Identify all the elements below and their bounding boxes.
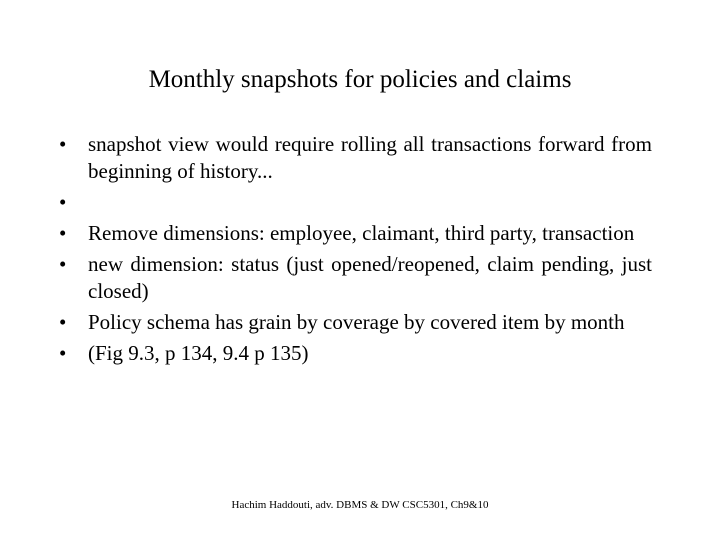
bullet-item	[58, 340, 652, 367]
slide-title: Monthly snapshots for policies and claims	[148, 66, 572, 93]
bullet-marker: •	[59, 221, 67, 245]
bullet-item	[58, 220, 652, 247]
bullet-item	[58, 251, 652, 305]
bullet-item	[58, 131, 652, 185]
bullet-text	[88, 189, 652, 216]
bullet-text: (Fig 9.3, p 134, 9.4 p 135)	[88, 341, 309, 365]
bullet-text: Policy schema has grain by coverage by covered item by month	[88, 310, 625, 334]
bullet-text: new dimension: status (just opened/reopened, claim pending, just closed)	[88, 252, 652, 303]
bullet-item	[58, 309, 652, 336]
slide-footer: Hachim Haddouti, adv. DBMS & DW CSC5301, Ch9&10	[231, 499, 489, 511]
bullet-text: Remove dimensions: employee, claimant, third party, transaction	[88, 221, 635, 245]
bullet-item	[58, 189, 652, 216]
bullet-marker: •	[59, 341, 67, 365]
bullet-text: snapshot view would require rolling all transactions forward from beginning of history...	[88, 132, 652, 183]
bullet-marker: •	[59, 310, 67, 334]
bullet-list	[58, 131, 652, 371]
bullet-marker: •	[59, 252, 67, 276]
bullet-marker: •	[59, 132, 67, 156]
bullet-marker: •	[59, 190, 67, 214]
